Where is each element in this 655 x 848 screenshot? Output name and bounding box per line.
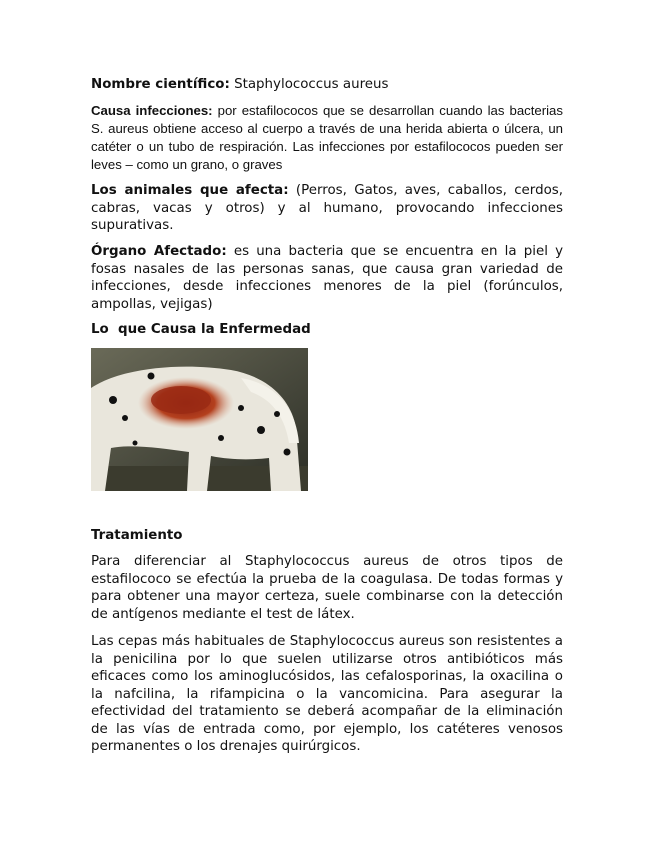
organ-label: Órgano Afectado: xyxy=(91,244,227,259)
animals-text: (Perros, Gatos, aves, caballos, cerdos, cabras, vacas y otros) y al humano, provocando infecciones supurativas. xyxy=(91,183,563,233)
treatment-diagnosis-paragraph: Para diferenciar al Staphylococcus aureus de otros tipos de estafilococo se efectúa la prueba de la coagulasa. De todas formas y para obtener una mayor certeza, suele combinarse con la detección de antígenos mediante el test de látex. xyxy=(91,554,563,622)
scientific-name-label: Nombre científico: xyxy=(91,77,230,92)
disease-heading: Lo que Causa la Enfermedad xyxy=(91,322,311,337)
infected-dog-photo xyxy=(91,348,308,491)
scientific-name-paragraph xyxy=(91,76,563,94)
animals-label: Los animales que afecta: xyxy=(91,183,289,198)
organ-paragraph xyxy=(91,243,563,313)
organ-text: es una bacteria que se encuentra en la piel y fosas nasales de las personas sanas, que causa gran variedad de infecciones, desde infecciones menores de la piel (forúnculos, ampollas, vejigas) xyxy=(91,244,563,312)
cause-label: Causa infecciones: xyxy=(91,103,213,118)
animals-paragraph xyxy=(91,182,563,235)
scientific-name-value: Staphylococcus aureus xyxy=(229,77,389,92)
treatment-antibiotics-paragraph: Las cepas más habituales de Staphylococcus aureus son resistentes a la penicilina por lo que suelen utilizarse otros antibióticos más eficaces como los aminoglucósidos, las cefalosporinas, la oxacilina o la nafcilina, la rifampicina o la vancomicina. Para asegurar la efectividad del tratamiento se deberá acompañar de la eliminación de las vías de entrada como, por ejemplo, los catéteres venosos permanentes o los drenajes quirúrgicos. xyxy=(91,634,563,754)
cause-text: por estafilococos que se desarrollan cuando las bacterias S. aureus obtiene acceso al cuerpo a través de una herida abierta o úlcera, un catéter o un tubo de respiración. Las infecciones por estafilococos pueden ser leves – como un grano, o graves xyxy=(91,103,563,172)
treatment-heading: Tratamiento xyxy=(91,528,183,543)
cause-paragraph xyxy=(91,102,563,174)
